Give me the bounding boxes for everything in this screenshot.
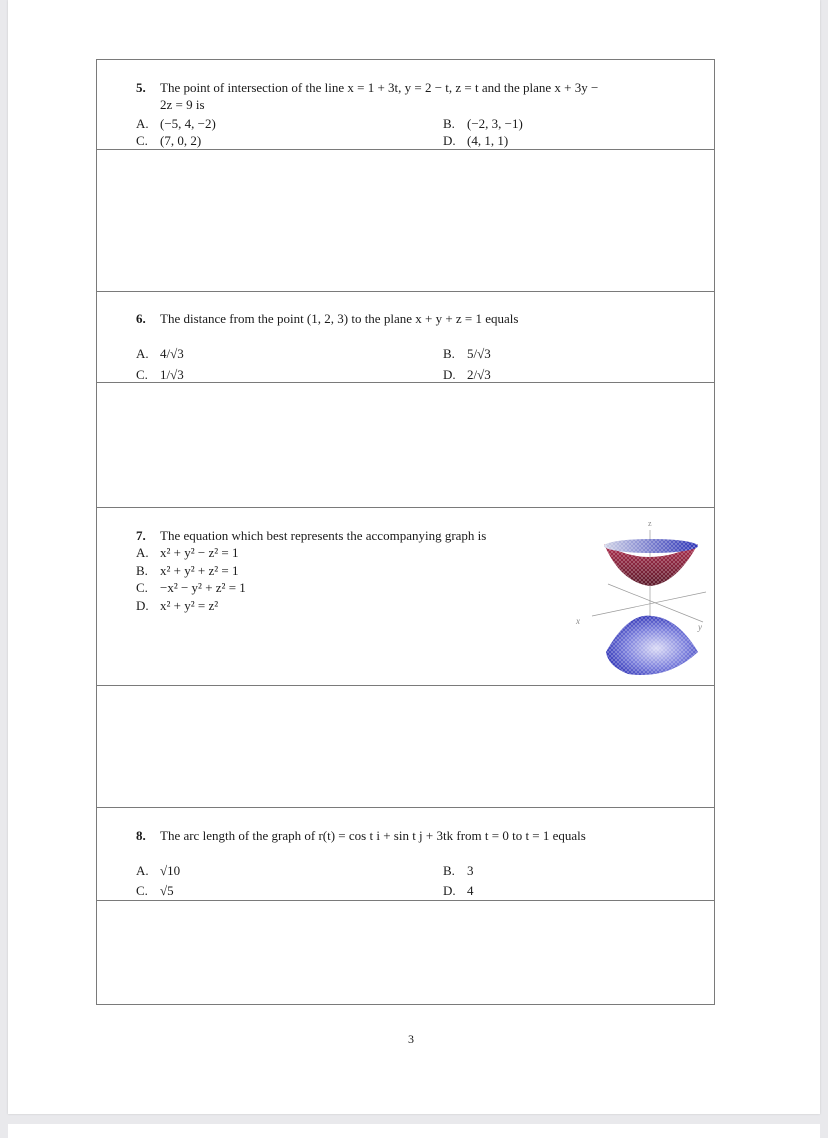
option-a[interactable]: A. (−5, 4, −2) (136, 116, 216, 131)
question-text: The point of intersection of the line x = 1 + 3t, y = 2 − t, z = t and the plane x + 3y − (160, 80, 599, 95)
y-axis-label: y (698, 622, 702, 632)
option-a[interactable]: A. √10 (136, 863, 181, 878)
option-b[interactable]: B. 3 (443, 863, 474, 878)
question-7 (136, 528, 486, 546)
z-axis-label: z (648, 519, 652, 528)
question-number: 6. (136, 311, 146, 326)
option-d[interactable]: D. x² + y² = z² (136, 598, 219, 613)
divider (97, 807, 714, 808)
question-5 (136, 80, 598, 98)
option-d[interactable]: D. 4 (443, 883, 474, 898)
option-b[interactable]: B. 5/√3 (443, 346, 491, 361)
option-a[interactable]: A. 4/√3 (136, 346, 184, 361)
option-c[interactable]: C. √5 (136, 883, 174, 898)
x-axis-label: x (576, 616, 580, 626)
option-d[interactable]: D. (4, 1, 1) (443, 133, 509, 148)
divider (97, 291, 714, 292)
option-d[interactable]: D. 2/√3 (443, 367, 491, 382)
option-c[interactable]: C. (7, 0, 2) (136, 133, 202, 148)
x-axis (592, 592, 706, 616)
question-number: 5. (136, 80, 146, 95)
option-b[interactable]: B. x² + y² + z² = 1 (136, 563, 239, 578)
option-c[interactable]: C. 1/√3 (136, 367, 184, 382)
hyperboloid-graph (568, 512, 718, 682)
divider (97, 900, 714, 901)
question-number: 8. (136, 828, 146, 843)
option-c[interactable]: C. −x² − y² + z² = 1 (136, 580, 246, 595)
next-page-edge (8, 1124, 820, 1138)
option-b[interactable]: B. (−2, 3, −1) (443, 116, 523, 131)
divider (97, 149, 714, 150)
page-number: 3 (408, 1032, 414, 1046)
y-axis (608, 584, 703, 622)
divider (97, 685, 714, 686)
question-text-continued: 2z = 9 is (160, 97, 205, 112)
divider (97, 507, 714, 508)
question-8 (136, 828, 586, 846)
question-number: 7. (136, 528, 146, 543)
question-text: The distance from the point (1, 2, 3) to the plane x + y + z = 1 equals (160, 311, 519, 326)
question-text: The arc length of the graph of r(t) = cos t i + sin t j + 3tk from t = 0 to t = 1 equals (160, 828, 586, 843)
option-a[interactable]: A. x² + y² − z² = 1 (136, 545, 239, 560)
divider (97, 382, 714, 383)
question-text: The equation which best represents the accompanying graph is (160, 528, 487, 543)
question-6 (136, 311, 518, 329)
